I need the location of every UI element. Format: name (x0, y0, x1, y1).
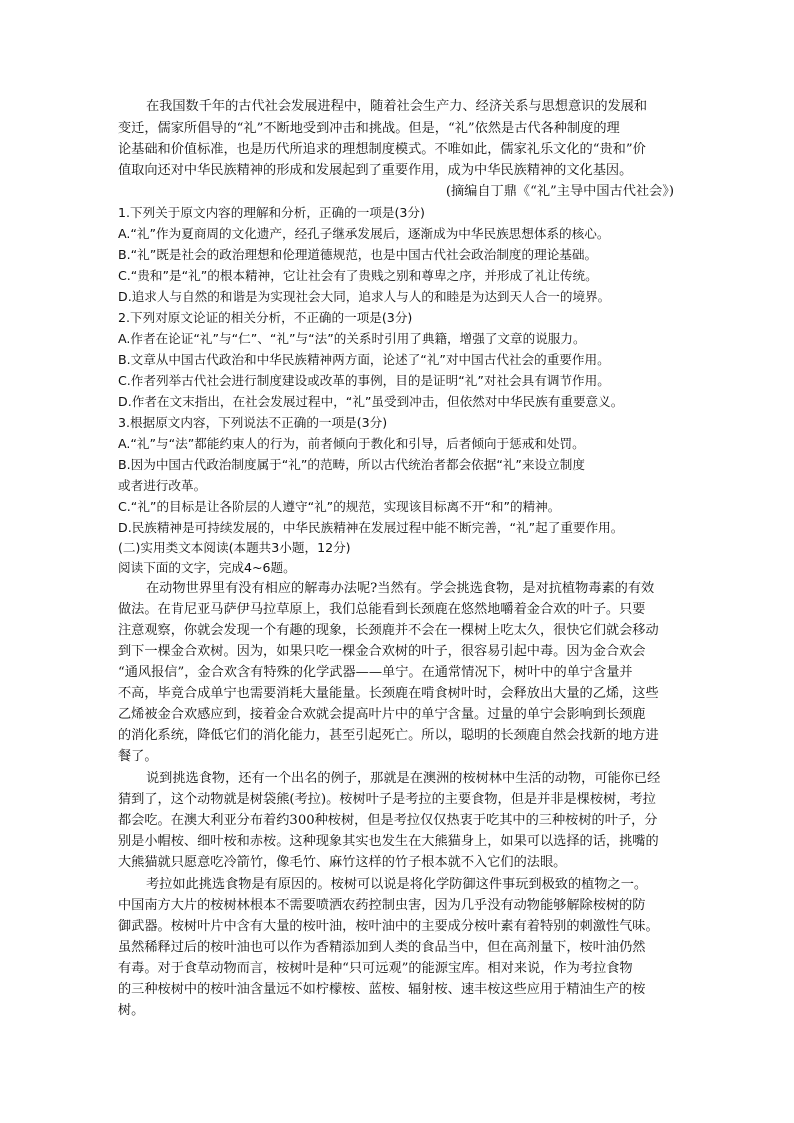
question-2-option-a: A.作者在论证“礼”与“仁”、“礼”与“法”的关系时引用了典籍，增强了文章的说服力。 (118, 331, 586, 346)
question-3-option-b-cont: 或者进行改革。 (118, 478, 207, 493)
question-3-option-d: D.民族精神是可持续发展的，中华民族精神在发展过程中能不断完善，“礼”起了重要作用。 (118, 520, 624, 535)
passage2-p3-line-2: 中国南方大片的桉树林根本不需要喷洒农药控制虫害，因为几乎没有动物能够解除桉树的防 (118, 898, 646, 913)
passage2-p1-line-7: 乙烯被金合欢感应到，接着金合欢就会提高叶片中的单宁含量。过量的单宁会影响到长颈鹿 (118, 707, 646, 722)
passage2-p3-line-7: 树。 (118, 1003, 145, 1018)
passage2-p1-line-1: 在动物世界里有没有相应的解毒办法呢?当然有。学会挑选食物，是对抗植物毒素的有效 (146, 581, 655, 596)
passage2-p2-line-2: 猜到了，这个动物就是树袋熊(考拉)。桉树叶子是考拉的主要食物，但是并非是棵桉树，考拉 (118, 792, 656, 807)
passage2-p1-line-6: 不高，毕竟合成单宁也需要消耗大量能量。长颈鹿在啃食树叶时，会释放出大量的乙烯，这些 (118, 686, 659, 701)
passage2-p3-line-5: 有毒。对于食草动物而言，桉树叶是种“只可远观”的能源宝库。相对来说，作为考拉食物 (118, 961, 633, 976)
passage2-p1-line-4: 到下一棵金合欢树。因为，如果只吃一棵金合欢树的叶子，很容易引起中毒。因为金合欢会 (118, 644, 646, 659)
passage2-p1-line-5: “通风报信”，金合欢含有特殊的化学武器——单宁。在通常情况下，树叶中的单宁含量并 (118, 665, 633, 680)
question-3-option-c: C.“礼”的目标是让各阶层的人遵守“礼”的规范，实现该目标离不开“和”的精神。 (118, 499, 561, 514)
question-3-option-b: B.因为中国古代政治制度属于“礼”的范畴，所以古代统治者都会依据“礼”来设立制度 (118, 457, 585, 472)
passage2-p1-line-2: 做法。在肯尼亚马萨伊马拉草原上，我们总能看到长颈鹿在悠然地嚼着金合欢的叶子。只要 (118, 602, 646, 617)
passage1-source: (摘编自丁鼎《“礼”主导中国古代社会》) (445, 184, 674, 199)
passage2-p2-line-5: 大熊猫就只愿意吃冷箭竹，像毛竹、麻竹这样的竹子根本就不入它们的法眼。 (118, 855, 567, 870)
question-2-option-b: B.文章从中国古代政治和中华民族精神两方面，论述了“礼”对中国古代社会的重要作用。 (118, 352, 610, 367)
passage1-line-3: 论基础和价值标准，也是历代所追求的理想制度模式。不唯如此，儒家礼乐文化的“贵和”价 (118, 142, 646, 157)
passage2-p1-line-8: 的消化系统，降低它们的消化能力，甚至引起死亡。所以，聪明的长颈鹿自然会找新的地方进 (118, 728, 659, 743)
question-1-stem: 1.下列关于原文内容的理解和分析，正确的一项是(3分) (118, 205, 425, 220)
passage1-line-2: 变迁，儒家所倡导的“礼”不断地受到冲击和挑战。但是，“礼”依然是古代各种制度的理 (118, 121, 620, 136)
question-1-option-a: A.“礼”作为夏商周的文化遗产，经孔子继承发展后，逐渐成为中华民族思想体系的核心。 (118, 226, 610, 241)
passage2-p2-line-3: 都会吃。在澳大利亚分布着约300种桉树，但是考拉仅仅热衷于吃其中的三种桉树的叶子，分 (118, 813, 658, 828)
question-1-option-b: B.“礼”既是社会的政治理想和伦理道德规范，也是中国古代社会政治制度的理论基础。 (118, 247, 598, 262)
passage2-p3-line-3: 御武器。桉树叶片中含有大量的桉叶油，桉叶油中的主要成分桉叶素有着特别的刺激性气味。 (118, 919, 659, 934)
passage2-p1-line-3: 注意观察，你就会发现一个有趣的现象，长颈鹿并不会在一棵树上吃太久，很快它们就会移动 (118, 623, 659, 638)
section-2-title: (二)实用类文本阅读(本题共3小题，12分) (118, 540, 351, 555)
question-2-option-d: D.作者在文末指出，在社会发展过程中，“礼”虽受到冲击，但依然对中华民族有重要意义。 (118, 394, 624, 409)
question-2-stem: 2.下列对原文论证的相关分析，不正确的一项是(3分) (118, 310, 413, 325)
question-3-stem: 3.根据原文内容，下列说法不正确的一项是(3分) (118, 415, 388, 430)
question-1-option-d: D.追求人与自然的和谐是为实现社会大同，追求人与人的和睦是为达到天人合一的境界。 (118, 289, 611, 304)
question-1-option-c: C.“贵和”是“礼”的根本精神，它让社会有了贵贱之别和尊卑之序，并形成了礼让传统。 (118, 268, 598, 283)
passage1-line-4: 值取向还对中华民族精神的形成和发展起到了重要作用，成为中华民族精神的文化基因。 (118, 163, 633, 178)
passage2-p2-line-4: 别是小帽桉、细叶桉和赤桉。这种现象其实也发生在大熊猫身上，如果可以选择的话，挑嘴的 (118, 834, 659, 849)
question-2-option-c: C.作者列举古代社会进行制度建设或改革的事例，目的是证明“礼”对社会具有调节作用。 (118, 373, 610, 388)
passage2-p1-line-9: 餐了。 (118, 749, 158, 764)
passage2-p2-line-1: 说到挑选食物，还有一个出名的例子，那就是在澳洲的桉树林中生活的动物，可能你已经 (146, 771, 661, 786)
passage2-p3-line-4: 虽然稀释过后的桉叶油也可以作为香精添加到人类的食品当中，但在高剂量下，桉叶油仍然 (118, 940, 646, 955)
passage2-p3-line-6: 的三种桉树中的桉叶油含量远不如柠檬桉、蓝桉、辐射桉、速丰桉这些应用于精油生产的桉 (118, 982, 646, 997)
passage1-line-1: 在我国数千年的古代社会发展进程中，随着社会生产力、经济关系与思想意识的发展和 (146, 99, 648, 114)
question-3-option-a: A.“礼”与“法”都能约束人的行为，前者倾向于教化和引导，后者倾向于惩戒和处罚。 (118, 436, 585, 451)
section-2-instruction: 阅读下面的文字，完成4~6题。 (118, 560, 296, 575)
passage2-p3-line-1: 考拉如此挑选食物是有原因的。桉树可以说是将化学防御这件事玩到极致的植物之一。 (146, 877, 648, 892)
